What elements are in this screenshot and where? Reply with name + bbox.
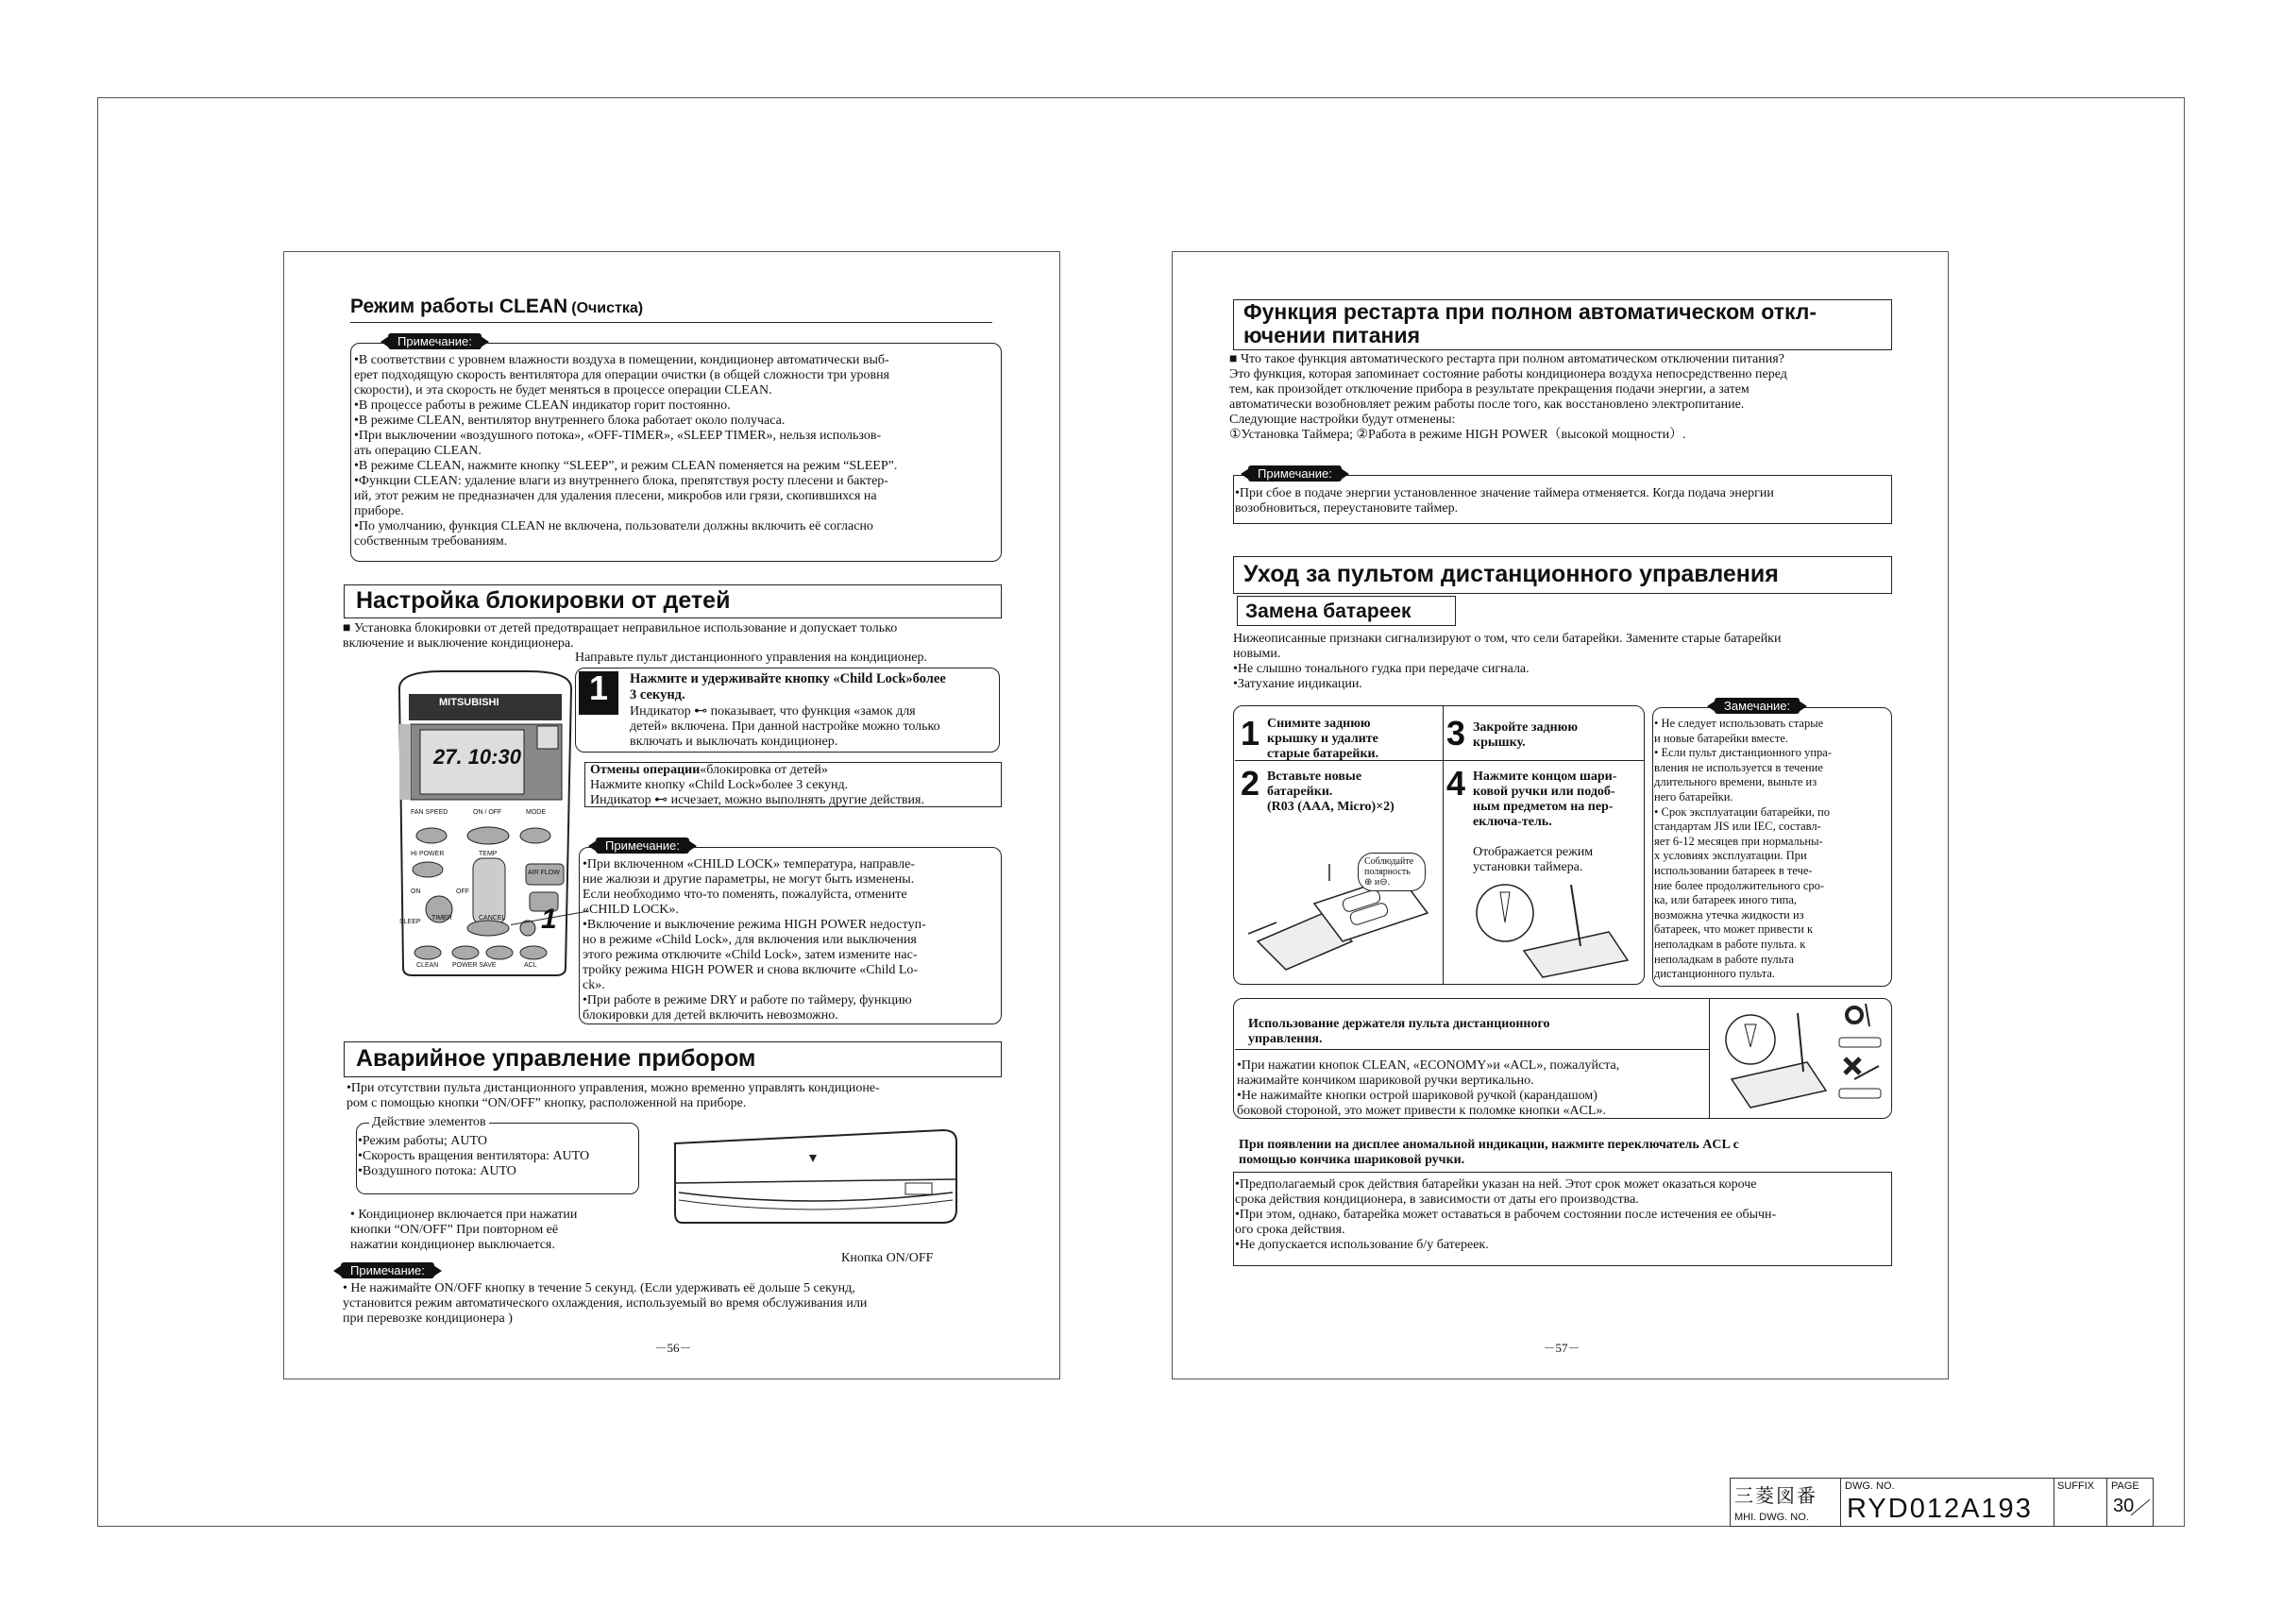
tb-dwg-no: RYD012A193: [1847, 1494, 2033, 1524]
battery-intro: Нижеописанные признаки сигнализируют о том, что сели батарейки. Замените старые батарейки новыми. •Не слышно тонального гудка при передаче сигнала. •Затухание индикации.: [1233, 632, 1782, 691]
holder-text: •При нажатии кнопок CLEAN, «ECONOMY»и «ACL», пожалуйста, нажимайте кончиком шариковой ручки вертикально. •Не нажимайте кнопки острой шариковой ручкой (карандашом) боковой стороной, это может привести к поломке кнопки «ACL».: [1237, 1058, 1620, 1118]
cancel-title: [590, 763, 828, 778]
clean-title-suffix: (Очистка): [571, 300, 644, 316]
emerg-note-label: Примечание:: [341, 1262, 434, 1278]
remote-btn-off: OFF: [456, 888, 469, 895]
restart-note: •При сбое в подаче энергии установленное значение таймера отменяется. Когда подача энергии возобновиться, переустановите таймер.: [1235, 486, 1774, 516]
tb-jp: 三菱図番: [1734, 1484, 1817, 1507]
tb-dwg-label: DWG. NO.: [1845, 1480, 1895, 1492]
lock-notes: •При включенном «CHILD LOCK» температура, направле- ние жалюзи и другие параметры, не могут быть изменены. Если необходимо что-то поменять, пожалуйста, отмените «CHILD LOCK». •Включение и выключение режима HIGH POWER недоступ- но в режиме «Child Lock», для включения или выключения этого режима отключите «Child Lock», затем измените нас- тройку режима HIGH POWER и снова включите «Child Lo- ck». •При работе в режиме DRY и работе по таймеру, функцию блокировки для детей включить невозможно.: [583, 857, 926, 1023]
holder-drawing: [1713, 1004, 1888, 1115]
battery-title: Замена батареек: [1245, 601, 1411, 622]
step1-head: Нажмите и удерживайте кнопку «Child Lock»более 3 секунд.: [630, 671, 946, 702]
remote-btn-cancel: CANCEL: [479, 915, 506, 922]
holder-illustration: [1713, 1004, 1888, 1115]
page-57: [1172, 251, 1949, 1379]
tb-page-label: PAGE: [2111, 1480, 2139, 1492]
clean-title: [350, 294, 643, 320]
bstep2-text: Вставьте новые батарейки. (R03 (AAA, Micro)×2): [1267, 770, 1395, 814]
remote-btn-fan: FAN SPEED: [411, 809, 448, 816]
clean-note-label: Примечание:: [388, 333, 482, 349]
bstep4-text: Нажмите концом шари- ковой ручки или подоб- ным предметом на пер- еключа-тель.: [1473, 770, 1617, 829]
tb-suffix: SUFFIX: [2057, 1480, 2095, 1492]
emerg-title-box: [344, 1041, 1002, 1077]
acl-text: •Предполагаемый срок действия батарейки указан на ней. Этот срок может оказаться короче срока действия кондиционера, в зависимости от даты его производства. •При этом, однако, батарейка может оставаться в рабочем состоянии после истечения ее обычн- ого срока действия. •Не допускается использование б/у батерeек.: [1235, 1177, 1777, 1252]
remote-btn-acl: ACL: [524, 962, 537, 969]
lock-aim: Направьте пульт дистанционного управления на кондиционер.: [575, 651, 928, 665]
remote-btn-hipower: HI POWER: [411, 851, 445, 857]
tb-mhi: MHI. DWG. NO.: [1734, 1512, 1809, 1523]
cancel-head: Отмены операции: [590, 763, 701, 777]
steps-divider: [1443, 705, 1444, 985]
acl-title: При появлении на дисплее аномальной индикации, нажмите переключатель ACL с помощью кончика шариковой ручки.: [1239, 1138, 1739, 1167]
bstep4-num: 4: [1446, 764, 1466, 803]
emerg-intro: •При отсутствии пульта дистанционного управления, можно временно управлять кондиционе- ром с помощью кнопки “ON/OFF” кнопку, расположенной на приборе.: [347, 1081, 880, 1110]
lock-note-label: Примечание:: [596, 837, 689, 854]
warn-label: Замечание:: [1715, 698, 1800, 714]
step1-badge: [579, 668, 618, 715]
holder-title-rule: [1235, 1049, 1709, 1050]
bstep1-text: Снимите заднюю крышку и удалите старые батарейки.: [1267, 717, 1379, 761]
step1-num: 1: [588, 668, 609, 707]
remote-btn-clean: CLEAN: [416, 962, 439, 969]
unit-label: Кнопка ON/OFF: [841, 1251, 934, 1265]
remote-btn-timer: TIMER: [431, 915, 452, 922]
clean-notes: •В соответствии с уровнем влажности воздуха в помещении, кондиционер автоматически выб- ерет подходящую скорость вентилятора для операции очистки (в общей сложности три уровня скорости), и эта скорость не будет меняться в процессе операции CLEAN. •В процессе работы в режиме CLEAN индикатор горит постоянно. •В режиме CLEAN, вентилятор внутреннего блока работает около получаса. •При выключении «воздушного потока», «OFF-TIMER», «SLEEP TIMER», нельзя использов- ать операцию CLEAN. •В режиме CLEAN, нажмите кнопку “SLEEP”, и режим CLEAN поменяется на режим “SLEEP”. •Функции CLEAN: удаление влаги из внутреннего блока, препятствуя росту плесени и бактер- ий, этот режим не предназначен для удаления плесени, микробов или грязи, скопившихся на приборе. •По умолчанию, функция CLEAN не включена, пользователи должны включить её согласно собственным требованиям.: [354, 353, 898, 549]
restart-title: Функция рестарта при полном автоматическом откл- ючении питания: [1243, 299, 1817, 347]
remote-btn-onoff: ON / OFF: [473, 809, 502, 816]
emerg-box-text: •Режим работы; AUTO •Скорость вращения вентилятора: AUTO •Воздушного потока: AUTO: [358, 1134, 590, 1178]
tb-dwg-cell: [1841, 1479, 2054, 1526]
battery-illustration: [1239, 847, 1437, 979]
callout-1: 1: [541, 904, 557, 935]
lock-title-box: [344, 584, 1002, 618]
clean-title-rule: [350, 322, 992, 323]
clean-title-text: Режим работы CLEAN: [350, 296, 568, 317]
remote-brand: MITSUBISHI: [439, 697, 499, 708]
page-56: [283, 251, 1060, 1379]
remote-btn-powersave: POWER SAVE: [452, 962, 497, 969]
remote-btn-on: ON: [411, 888, 421, 895]
remote-btn-mode: MODE: [526, 809, 546, 816]
holder-title: Использование держателя пульта дистанционного управления.: [1248, 1017, 1550, 1046]
bstep3-text: Закройте заднюю крышку.: [1473, 720, 1579, 750]
title-block: [1730, 1478, 2154, 1527]
bstep3-num: 3: [1446, 714, 1466, 753]
lock-title: Настройка блокировки от детей: [356, 587, 731, 614]
unit-illustration: [669, 1125, 962, 1230]
battery-title-box: [1237, 596, 1456, 626]
lock-intro: ■ Установка блокировки от детей предотвращает неправильное использование и допускает только включение и выключение кондиционера.: [343, 621, 898, 651]
tb-mhi-cell: [1731, 1479, 1841, 1526]
holder-divider: [1709, 998, 1710, 1119]
warn-text: • Не следует использовать старые и новые батарейки вместе. • Если пульт дистанционного упра- вления не используется в течение длительного времени, выньте из него батарейки. • Срок эксплуатации батарейки, по стандартам JIS или IEC, составл- яет 6-12 месяцев при нормальны- х условиях эксплуатации. При использовании батареек в тече- ние более продолжительного сро- ка, или батареек иного типа, возможна утечка жидкости из батареек, что может привести к неполадкам в работе пульта. к неполадкам в работе пульта дистанционного пульта.: [1654, 717, 1832, 981]
emerg-box-title: Действие элементов: [369, 1115, 489, 1130]
tb-page: 30: [2113, 1496, 2135, 1516]
cancel-head2: «блокировка от детей»: [700, 763, 828, 777]
indoor-unit-drawing: [669, 1125, 962, 1230]
remote-btn-sleep: SLEEP: [399, 919, 421, 925]
emerg-note: • Не нажимайте ON/OFF кнопку в течение 5 секунд. (Если удерживать её дольше 5 секунд, установится режим автоматического охлаждения, используемый во время обслуживания или при перевозке кондиционера ): [343, 1281, 868, 1326]
step3-divider: [1443, 760, 1645, 761]
bstep2-num: 2: [1241, 764, 1260, 803]
restart-note-label: Примечание:: [1248, 465, 1342, 482]
emerg-title: Аварийное управление прибором: [356, 1045, 756, 1072]
restart-title-box: [1233, 299, 1892, 350]
bstep1-num: 1: [1241, 714, 1260, 753]
page-number-left: －56－: [654, 1341, 692, 1355]
remote-btn-temp: TEMP: [479, 851, 498, 857]
care-title: Уход за пультом дистанционного управления: [1243, 561, 1779, 587]
remote-btn-airflow: AIR FLOW: [528, 870, 560, 876]
tb-page-cell: [2107, 1479, 2155, 1526]
bstep4-sub: Отображается режим установки таймера.: [1473, 845, 1594, 874]
switch-illustration: [1448, 875, 1637, 979]
switch-drawing: [1448, 875, 1637, 979]
emerg-body: • Кондиционер включается при нажатии кнопки “ON/OFF” При повторном её нажатии кондиционер выключается.: [350, 1208, 578, 1252]
step1-body: Индикатор ⊷ показывает, что функция «замок для детей» включена. При данной настройке можно только включать и выключать кондиционер.: [630, 704, 940, 749]
cancel-body: Нажмите кнопку «Child Lock»более 3 секунд. Индикатор ⊷ исчезает, можно выполнять другие действия.: [590, 778, 924, 807]
polarity-label: Соблюдайте полярность ⊕ и⊖.: [1358, 853, 1426, 891]
tb-suffix-cell: [2054, 1479, 2107, 1526]
page-number-right: －57－: [1543, 1341, 1580, 1355]
remote-display: 27. 10:30: [433, 745, 521, 769]
care-title-box: [1233, 556, 1892, 594]
restart-body: ■ Что такое функция автоматического рестарта при полном автоматическом отключении питания? Это функция, которая запоминает состояние работы кондиционера воздуха непосредственно перед тем, как произойдет отключение прибора в результате прекращения подачи энергии, а затем автоматически возобновляет режим работы после того, как восстановлено электропитание. Следующие настройки будут отменены: ①Установка Таймера; ②Работа в режиме HIGH POWER（высокой мощности）.: [1229, 352, 1787, 442]
